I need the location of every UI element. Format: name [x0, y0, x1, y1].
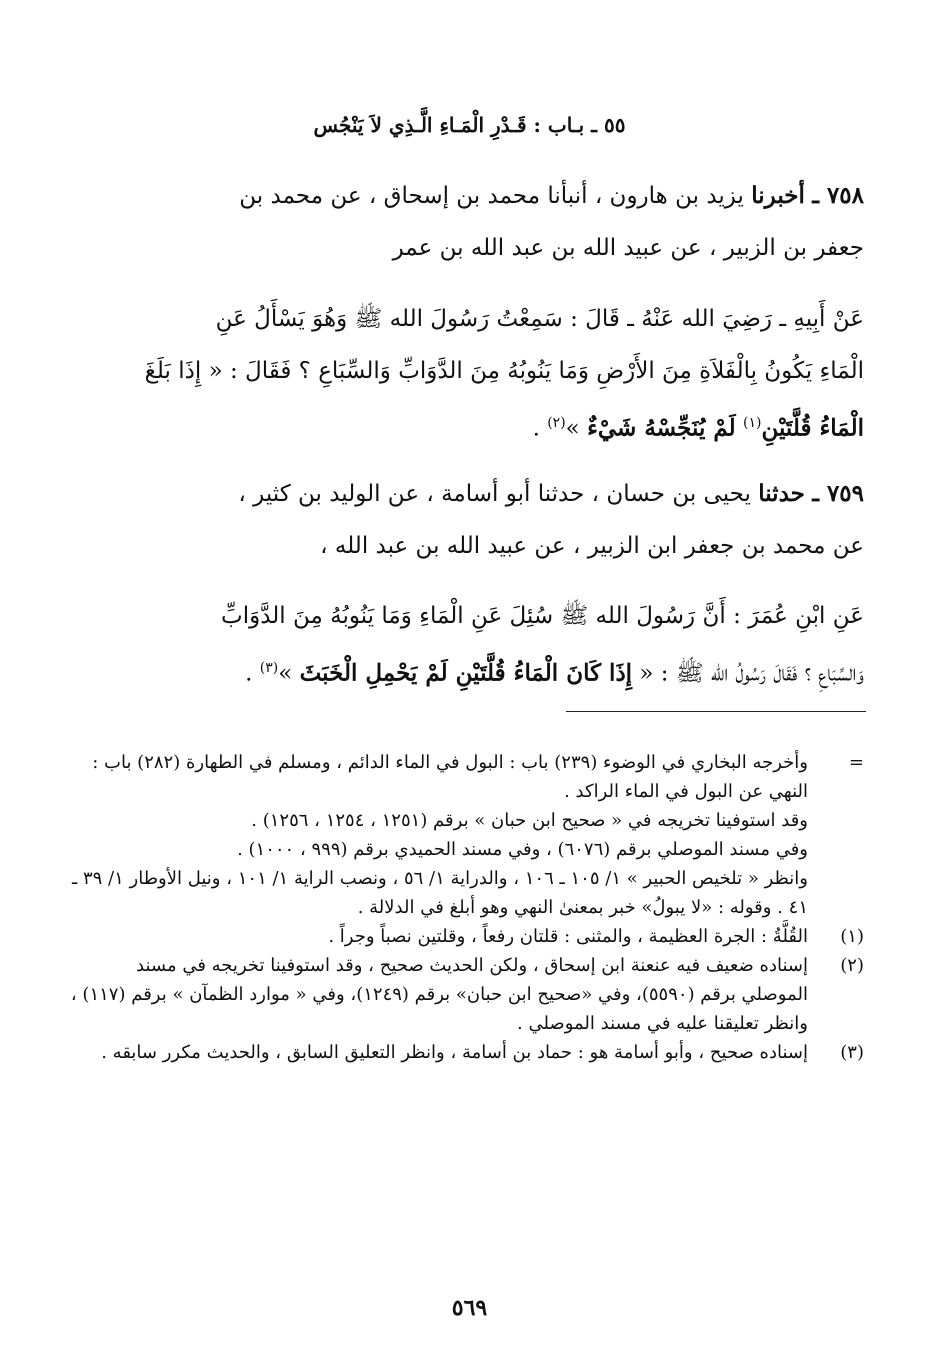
footnote-ref-3: (٣) — [259, 660, 279, 676]
hadith-759-prophetic-text: إِذَا كَانَ الْمَاءُ قُلَّتَيْنِ لَمْ يَحْمِلِ الْخَبَثَ — [299, 659, 633, 687]
hadith-758-number: ٧٥٨ ـ — [812, 182, 864, 209]
hadith-759-matn-line-2 — [69, 642, 864, 700]
footnote-continuation — [69, 748, 864, 922]
hadith-758-isnad-text-1: يزيد بن هارون ، أنبأنا محمد بن إسحاق ، عن محمد بن — [239, 183, 744, 209]
hadith-759-matn — [69, 590, 864, 700]
hadith-759-quote-close: » — [278, 660, 293, 687]
page-number: ٥٦٩ — [451, 1295, 488, 1321]
footnote-ref-2: (٢) — [547, 415, 566, 431]
footnote-separator — [566, 711, 866, 712]
hadith-758-keyword: أخبرنا — [751, 182, 805, 209]
footnote-1-marker: (١) — [840, 926, 864, 947]
footnote-continuation-para-2: وقد استوفينا تخريجه في « صحيح ابن حبان » برقم (١٢٥١ ، ١٢٥٤ ، ١٢٥٦) . — [251, 810, 808, 831]
footnote-continuation-para-4: وانظر « تلخيص الحبير » ١/ ١٠٥ ـ ١٠٦ ، والدراية ١/ ٥٦ ، ونصب الراية ١/ ١٠١ ، ونيل الأوطار ١/ ٣٩ ـ ٤١ . وقوله : «لا يبولُ» خبر بمعنىٰ النهي وهو أبلغ في الدلالة . — [71, 868, 808, 918]
hadith-759-matn-text-2: وَالسِّبَاعِ ؟ فَقَالَ رَسُولُ الله ﷺ : « — [639, 660, 864, 687]
hadith-758-isnad — [69, 170, 864, 274]
hadith-758-quote-close: » — [565, 415, 580, 442]
hadith-759-isnad-line-2: عن محمد بن جعفر ابن الزبير ، عن عبيد الله بن عبد الله ، — [320, 533, 864, 559]
footnote-3 — [69, 1038, 864, 1067]
hadith-759-isnad-text-1: يحيى بن حسان ، حدثنا أبو أسامة ، عن الوليد بن كثير ، — [238, 481, 751, 507]
hadith-759-isnad — [69, 468, 864, 572]
hadith-759-isnad-line-1 — [69, 468, 864, 520]
footnote-1 — [69, 922, 864, 951]
hadith-759-period: . — [245, 660, 260, 687]
footnote-2-text: إسناده ضعيف فيه عنعنة ابن إسحاق ، ولكن الحديث صحيح ، وقد استوفينا تخريجه في مسند الموصلي برقم (٥٥٩٠)، وفي «صحيح ابن حبان» برقم (١٢٤٩)، وفي « موارد الظمآن » برقم (١١٧) ، وانظر تعليقنا عليه في مسند الموصلي . — [70, 955, 808, 1034]
hadith-759-keyword: حدثنا — [758, 480, 805, 507]
hadith-758-isnad-line-1 — [69, 170, 864, 222]
footnote-continuation-para-1: وأخرجه البخاري في الوضوء (٢٣٩) باب : البول في الماء الدائم ، ومسلم في الطهارة (٢٨٢) باب : النهي عن البول في الماء الراكد . — [92, 752, 808, 802]
hadith-758-matn-line-1: عَنْ أَبِيهِ ـ رَضِيَ الله عَنْهُ ـ قَالَ : سَمِعْتُ رَسُولَ الله ﷺ وَهُوَ يَسْأَلُ عَنِ — [215, 306, 864, 332]
footnote-1-text: القُلَّةُ : الجرة العظيمة ، والمثنى : قلتان رفعاً ، وقلتين نصباً وجراً . — [328, 926, 808, 947]
hadith-758-matn-line-2: الْمَاءِ يَكُونُ بِالْفَلاَةِ مِنَ الأَرْضِ وَمَا يَنُوبُهُ مِنَ الدَّوَابِّ وَالسِّبَاعِ ؟ فَقَالَ : « إِذَا بَلَغَ — [144, 358, 864, 384]
hadith-759-matn-line-1: عَنِ ابْنِ عُمَرَ : أَنَّ رَسُولَ الله ﷺ سُئِلَ عَنِ الْمَاءِ وَمَا يَنُوبُهُ مِنَ الدَّوَابِّ — [221, 603, 864, 629]
hadith-759-number: ٧٥٩ ـ — [812, 480, 864, 507]
hadith-758-period: . — [532, 415, 548, 442]
hadith-758-matn-line-3 — [69, 397, 864, 455]
footnote-3-marker: (٣) — [840, 1042, 864, 1063]
continuation-marker: = — [848, 752, 864, 773]
hadith-758-prophetic-text-2: لَمْ يُنَجِّسْهُ شَيْءٌ — [587, 414, 736, 442]
hadith-758-isnad-line-2: جعفر بن الزبير ، عن عبيد الله بن عبد الله بن عمر — [392, 235, 864, 261]
hadith-758-matn — [69, 293, 864, 455]
chapter-title: ٥٥ ـ بـاب : قَـدْرِ الْمَـاءِ الَّـذِي لاَ يَنْجُس — [313, 113, 626, 137]
footnote-3-text: إسناده صحيح ، وأبو أسامة هو : حماد بن أسامة ، وانظر التعليق السابق ، والحديث مكرر سابقه . — [101, 1042, 808, 1063]
footnote-2-marker: (٢) — [840, 955, 864, 976]
footnote-2 — [69, 951, 864, 1038]
footnote-ref-1: (١) — [743, 415, 762, 431]
hadith-758-prophetic-text-1: الْمَاءُ قُلَّتَيْنِ — [761, 414, 864, 442]
footnotes — [69, 748, 864, 1067]
footnote-continuation-para-3: وفي مسند الموصلي برقم (٦٠٧٦) ، وفي مسند الحميدي برقم (٩٩٩ ، ١٠٠٠) . — [237, 839, 808, 860]
